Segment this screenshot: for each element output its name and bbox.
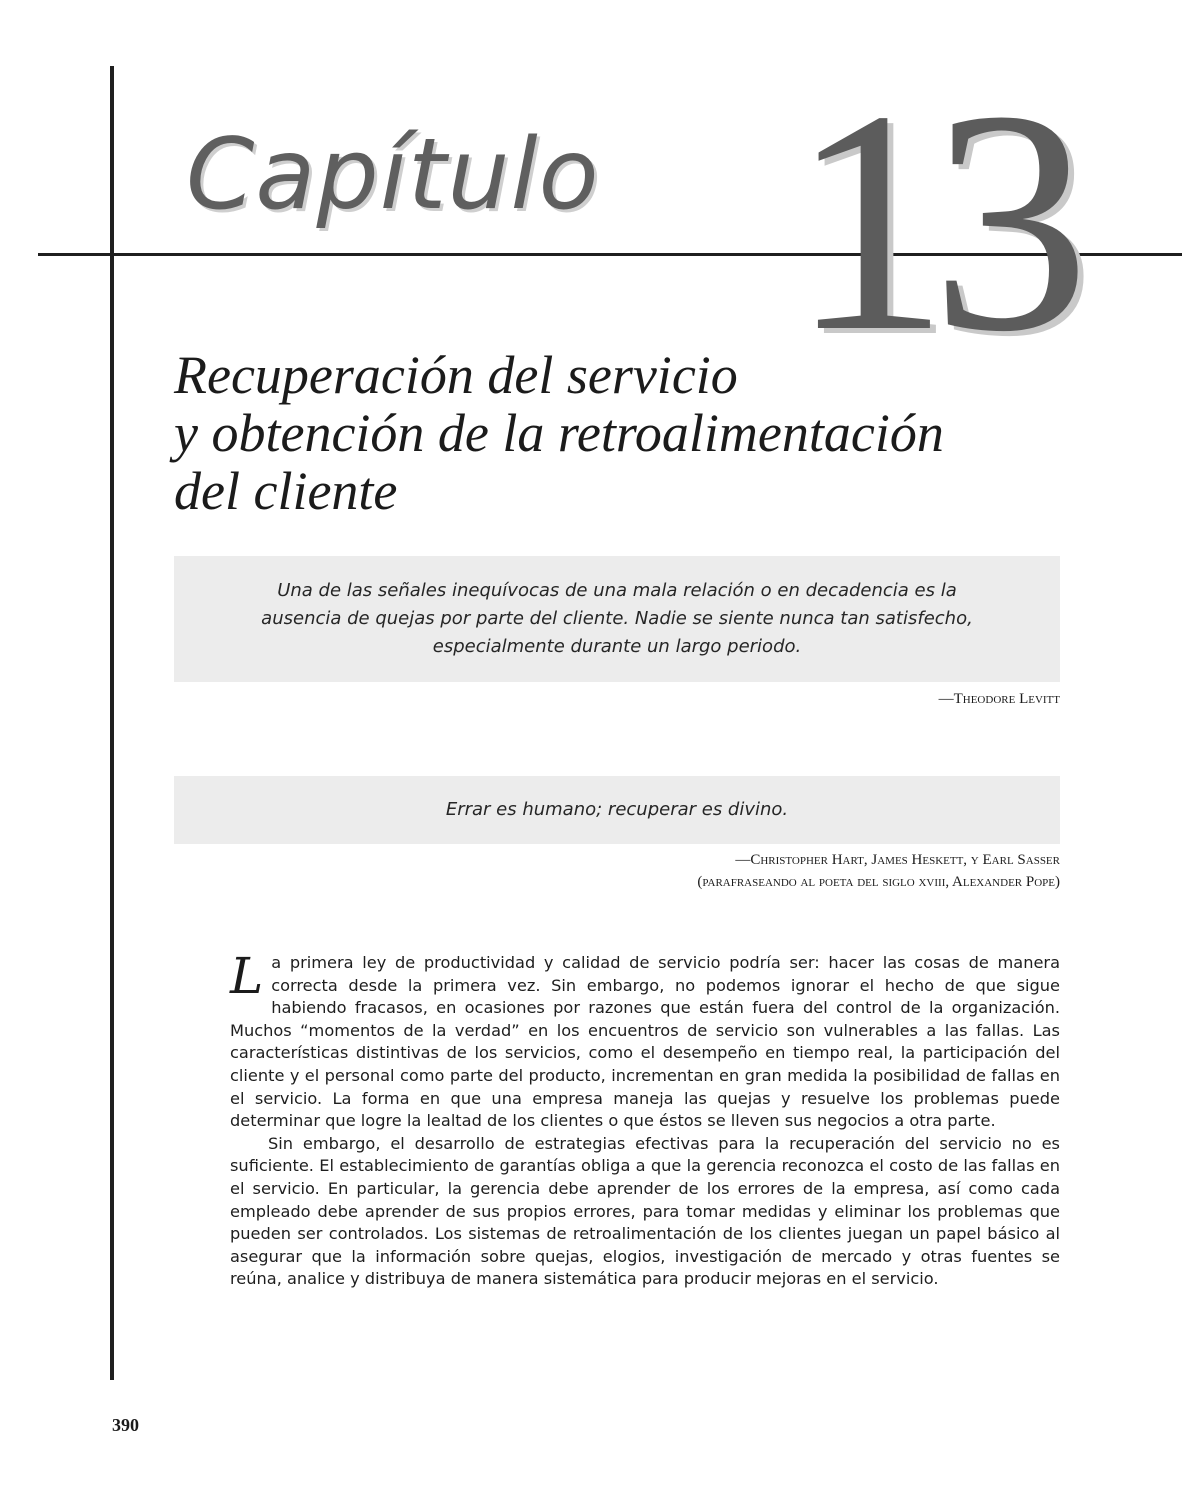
epigraph-quote-box [174, 556, 1060, 682]
epigraph-attribution [939, 688, 1060, 710]
epigraph-quote-box [174, 776, 1060, 844]
epigraph-line: Una de las señales inequívocas de una mala relación o en decadencia es la [277, 580, 957, 601]
chapter-number: 13 [790, 45, 1072, 397]
paragraph-text: a primera ley de productividad y calidad de servicio podría ser: hacer las cosas de manera correcta desde la primera vez. Sin embargo, no podemos ignorar el hecho de que sigue habiendo fracasos, en ocasiones por razones que están fuera del control de la organización. Muchos “momentos de la verdad” en los encuentros de servicio son vulnerables a las fallas. Las características distintivas de los servicios, como el desempeño en tiempo real, la participación del cliente y el personal como parte del producto, incrementan en gran medida la posibilidad de fallas en el servicio. La forma en que una empresa maneja las quejas y resuelve los problemas puede determinar que logre la lealtad de los clientes o que éstos se lleven sus negocios a otra parte. [230, 953, 1060, 1131]
epigraph-line: especialmente durante un largo periodo. [432, 636, 802, 657]
chapter-title-line: y obtención de la retroalimentación [174, 403, 944, 463]
chapter-label: Capítulo [186, 118, 600, 232]
epigraph-attribution [697, 849, 1060, 893]
body-paragraph: Sin embargo, el desarrollo de estrategias efectivas para la recuperación del servicio no es suficiente. El establecimiento de garantías obliga a que la gerencia reconozca el costo de las fallas en el servicio. En particular, la gerencia debe aprender de los errores de la empresa, así como cada empleado debe aprender de sus propios errores, para tomar medidas y eliminar los problemas que pueden ser controlados. Los sistemas de retroalimentación de los clientes juegan un papel básico al asegurar que la información sobre quejas, elogios, investigación de mercado y otras fuentes se reúna, analice y distribuya de manera sistemática para producir mejoras en el servicio. [230, 1133, 1060, 1289]
attribution-line: —Christopher Hart, James Heskett, y Earl Sasser [735, 852, 1060, 868]
chapter-title-line: del cliente [174, 461, 398, 521]
epigraph-quote-text [174, 776, 1060, 824]
epigraph-quote-text [174, 556, 1060, 661]
vertical-rule [110, 66, 114, 1380]
attribution-line: —Theodore Levitt [938, 691, 1060, 707]
attribution-line: (parafraseando al poeta del siglo xviii, Alexander Pope) [697, 874, 1060, 890]
body-paragraph [230, 947, 1060, 1133]
epigraph-line: Errar es humano; recuperar es divino. [445, 799, 789, 820]
body-text [230, 947, 1060, 1291]
drop-cap: L [230, 947, 264, 1005]
chapter-title-line: Recuperación del servicio [174, 345, 738, 405]
chapter-title [174, 346, 1074, 520]
epigraph-line: ausencia de quejas por parte del cliente. Nadie se siente nunca tan satisfecho, [261, 608, 973, 629]
page-number: 390 [112, 1415, 139, 1435]
